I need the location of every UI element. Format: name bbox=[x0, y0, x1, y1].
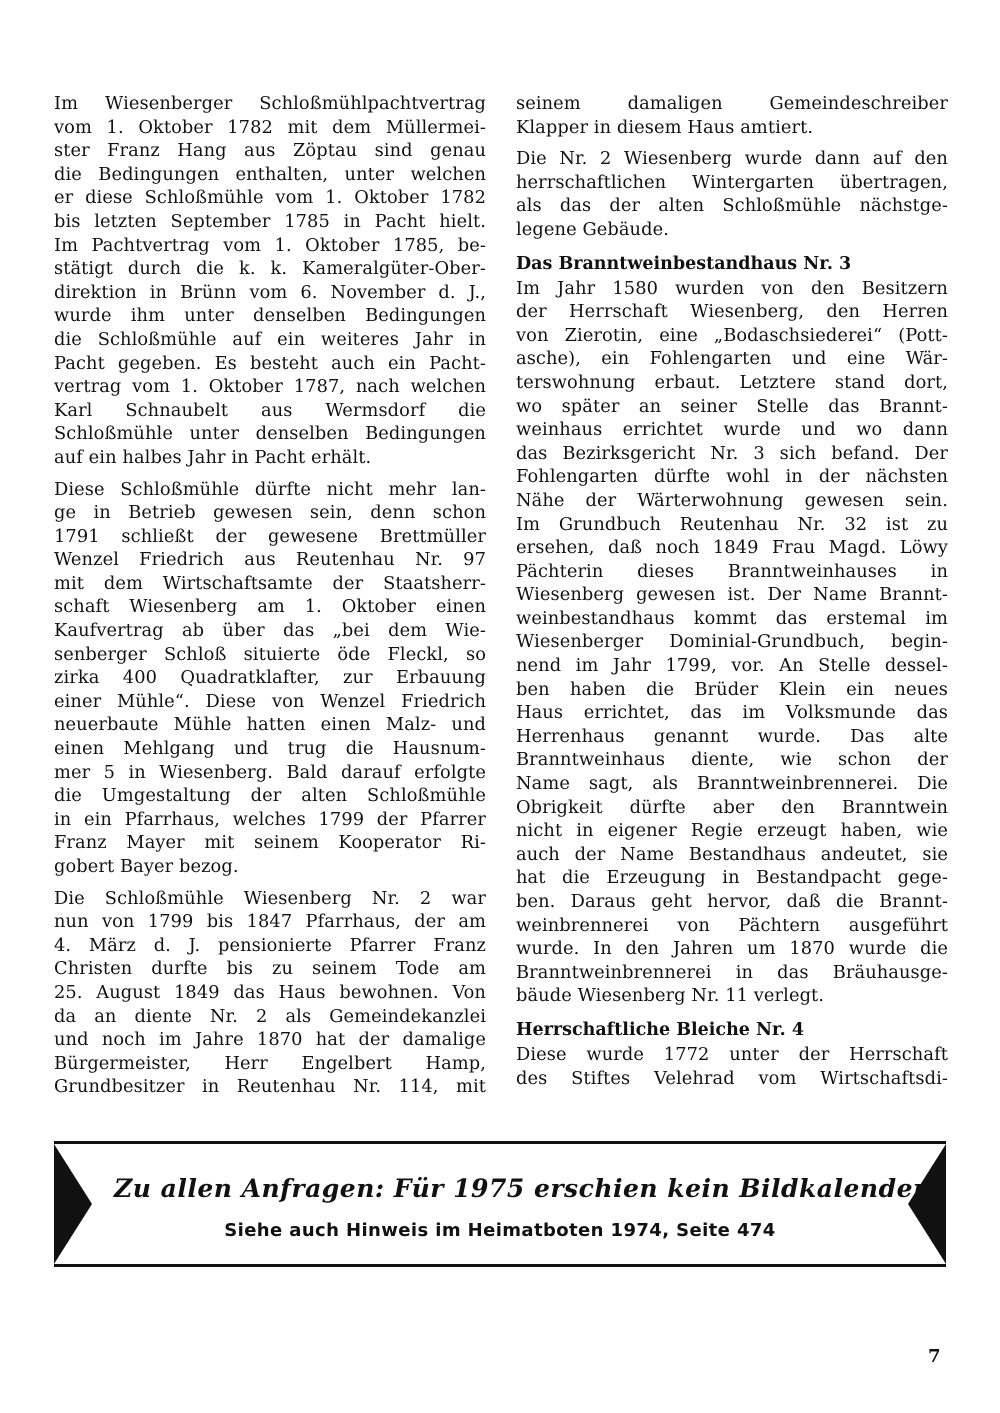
text-line: Christen durfte bis zu seinem Tode am bbox=[54, 958, 486, 980]
text-line: Im Pachtvertrag vom 1. Oktober 1785, be- bbox=[54, 234, 486, 256]
text-line: Wiesenberger Dominial-Grundbuch, begin- bbox=[516, 631, 948, 653]
text-line: Wenzel Friedrich aus Reutenhau Nr. 97 bbox=[54, 549, 486, 571]
text-line: und noch im Jahre 1870 hat der damalige bbox=[54, 1029, 486, 1051]
text-line: einer Mühle“. Diese von Wenzel Friedrich bbox=[54, 690, 486, 712]
text-line: die Umgestaltung der alten Schloßmühle bbox=[54, 785, 486, 807]
text-line: das Bezirksgericht Nr. 3 sich befand. Der bbox=[516, 442, 948, 464]
text-line: 4. März d. J. pensionierte Pfarrer Franz bbox=[54, 934, 486, 956]
text-line: vertrag vom 1. Oktober 1787, nach welchen bbox=[54, 376, 486, 398]
text-line: nend im Jahr 1799, vor. An Stelle dessel- bbox=[516, 655, 948, 677]
text-line: ersehen, daß noch 1849 Frau Magd. Löwy bbox=[516, 537, 948, 559]
text-line: legene Gebäude. bbox=[516, 218, 669, 240]
text-line: ben. Daraus geht hervor, daß die Brannt- bbox=[516, 891, 948, 912]
paragraph bbox=[516, 1043, 948, 1090]
text-line: bis letzten September 1785 in Pacht hielt. bbox=[54, 210, 486, 232]
text-line: weinbestandhaus kommt das erstemal im bbox=[516, 607, 948, 629]
text-line: ster Franz Hang aus Zöptau sind genau bbox=[54, 140, 486, 162]
paragraph bbox=[54, 887, 486, 1099]
text-line: nicht in eigener Regie erzeugt haben, wie bbox=[516, 820, 948, 842]
text-line: Karl Schnaubelt aus Wermsdorf die bbox=[54, 399, 486, 421]
text-line: Im Wiesenberger Schloßmühlpachtvertrag bbox=[54, 93, 486, 114]
text-line: wurde. In den Jahren um 1870 wurde die bbox=[516, 938, 948, 960]
paragraph bbox=[516, 92, 948, 139]
text-line: asche), ein Fohlengarten und eine Wär- bbox=[516, 348, 948, 370]
text-line: wo später an seiner Stelle das Brannt- bbox=[516, 395, 948, 417]
notice-subtitle: Siehe auch Hinweis im Heimatboten 1974, Seite 474 bbox=[224, 1220, 776, 1241]
text-line: 25. August 1849 das Haus bewohnen. Von bbox=[54, 981, 486, 1003]
text-line: herrschaftlichen Wintergarten übertragen, bbox=[516, 171, 948, 193]
paragraph bbox=[54, 92, 486, 470]
text-line: von Zierotin, eine „Bodaschsiederei“ (Pott- bbox=[516, 324, 948, 346]
text-line: Name sagt, als Branntweinbrennerei. Die bbox=[516, 773, 948, 795]
text-line: zirka 400 Quadratklafter, zur Erbauung bbox=[54, 667, 486, 689]
text-line: Bürgermeister, Herr Engelbert Hamp, bbox=[54, 1052, 486, 1074]
text-line: 1791 schließt der gewesene Brettmüller bbox=[54, 525, 486, 547]
text-line: er diese Schloßmühle vom 1. Oktober 1782 bbox=[54, 187, 486, 209]
text-line: in ein Pfarrhaus, welches 1799 der Pfarrer bbox=[54, 808, 486, 830]
text-line: Im Jahr 1580 wurden von den Besitzern bbox=[516, 277, 948, 299]
text-line: Obrigkeit dürfte aber den Branntwein bbox=[516, 796, 948, 818]
text-line: Wiesenberg gewesen ist. Der Name Brannt- bbox=[516, 584, 948, 606]
text-line: seinem damaligen Gemeindeschreiber bbox=[516, 93, 948, 114]
text-line: hat die Erzeugung in Bestandpacht gege- bbox=[516, 867, 948, 889]
text-line: schaft Wiesenberg am 1. Oktober einen bbox=[54, 596, 486, 618]
text-line: wurde ihm unter denselben Bedingungen bbox=[54, 305, 486, 327]
text-line: ge in Betrieb gewesen sein, denn schon bbox=[54, 502, 486, 524]
text-line: mit dem Wirtschaftsamte der Staatsherr- bbox=[54, 572, 486, 594]
text-line: weinhaus errichtet wurde und wo dann bbox=[516, 419, 948, 441]
text-line: Kaufvertrag ab über das „bei dem Wie- bbox=[54, 620, 486, 642]
left-column bbox=[54, 92, 486, 1099]
text-line: Grundbesitzer in Reutenhau Nr. 114, mit bbox=[54, 1076, 486, 1098]
text-line: Schloßmühle unter denselben Bedingungen bbox=[54, 423, 486, 445]
text-line: stätigt durch die k. k. Kameralgüter-Ober- bbox=[54, 258, 486, 280]
text-line: Branntweinbrennerei in das Bräuhausge- bbox=[516, 961, 948, 983]
text-line: mer 5 in Wiesenberg. Bald darauf erfolgte bbox=[54, 761, 486, 783]
text-line: auch der Name Bestandhaus andeutet, sie bbox=[516, 843, 948, 865]
text-line: Die Nr. 2 Wiesenberg wurde dann auf den bbox=[516, 148, 948, 170]
text-line: die Bedingungen enthalten, unter welchen bbox=[54, 163, 486, 185]
section-heading: Das Branntweinbestandhaus Nr. 3 bbox=[516, 253, 852, 274]
text-line: Pacht gegeben. Es besteht auch ein Pacht- bbox=[54, 352, 486, 374]
text-line: einen Mehlgang und trug die Hausnum- bbox=[54, 738, 486, 760]
text-line: neuerbaute Mühle hatten einen Malz- und bbox=[54, 714, 486, 736]
text-line: Pächterin dieses Branntweinhauses in bbox=[516, 560, 948, 582]
text-line: als das der alten Schloßmühle nächstge- bbox=[516, 195, 948, 217]
text-line: die Schloßmühle auf ein weiteres Jahr in bbox=[54, 328, 486, 350]
text-line: senberger Schloß situierte öde Fleckl, so bbox=[54, 643, 486, 665]
page-number: 7 bbox=[928, 1346, 941, 1367]
notice-title: Zu allen Anfragen: Für 1975 erschien kein Bildkalender! bbox=[114, 1174, 939, 1203]
text-line: Diese Schloßmühle dürfte nicht mehr lan- bbox=[54, 478, 486, 500]
text-line: Nähe der Wärterwohnung gewesen sein. bbox=[516, 489, 948, 511]
paragraph bbox=[516, 147, 948, 241]
text-line: Die Schloßmühle Wiesenberg Nr. 2 war bbox=[54, 887, 486, 909]
paragraph bbox=[54, 478, 486, 879]
arrow-left-icon bbox=[908, 1144, 946, 1264]
text-line: der Herrschaft Wiesenberg, den Herren bbox=[516, 301, 948, 323]
text-line: auf ein halbes Jahr in Pacht erhält. bbox=[54, 446, 372, 468]
text-line: Branntweinhaus diente, wie schon der bbox=[516, 749, 948, 771]
paragraph bbox=[516, 277, 948, 1008]
text-line: Klapper in diesem Haus amtiert. bbox=[516, 116, 814, 138]
section-heading: Herrschaftliche Bleiche Nr. 4 bbox=[516, 1019, 804, 1040]
text-line: bäude Wiesenberg Nr. 11 verlegt. bbox=[516, 985, 825, 1007]
text-line: da an diente Nr. 2 als Gemeindekanzlei bbox=[54, 1005, 486, 1027]
text-line: Im Grundbuch Reutenhau Nr. 32 ist zu bbox=[516, 513, 948, 535]
text-line: vom 1. Oktober 1782 mit dem Müllermei- bbox=[54, 116, 486, 138]
notice-box bbox=[54, 1141, 946, 1267]
text-line: des Stiftes Velehrad vom Wirtschaftsdi- bbox=[516, 1067, 948, 1089]
text-line: gobert Bayer bezog. bbox=[54, 856, 239, 877]
text-line: terswohnung erbaut. Letztere stand dort, bbox=[516, 371, 948, 393]
right-column bbox=[516, 92, 948, 1090]
text-line: ben haben die Brüder Klein ein neues bbox=[516, 678, 948, 700]
text-line: weinbrennerei von Pächtern ausgeführt bbox=[516, 914, 948, 936]
text-line: Herrenhaus genannt wurde. Das alte bbox=[516, 725, 948, 747]
text-line: Fohlengarten dürfte wohl in der nächsten bbox=[516, 466, 948, 488]
text-line: nun von 1799 bis 1847 Pfarrhaus, der am bbox=[54, 911, 486, 933]
text-line: Diese wurde 1772 unter der Herrschaft bbox=[516, 1043, 948, 1065]
arrow-right-icon bbox=[54, 1144, 92, 1264]
text-line: Haus errichtet, das im Volksmunde das bbox=[516, 702, 948, 724]
text-line: Franz Mayer mit seinem Kooperator Ri- bbox=[54, 832, 486, 854]
text-line: direktion in Brünn vom 6. November d. J., bbox=[54, 281, 486, 303]
